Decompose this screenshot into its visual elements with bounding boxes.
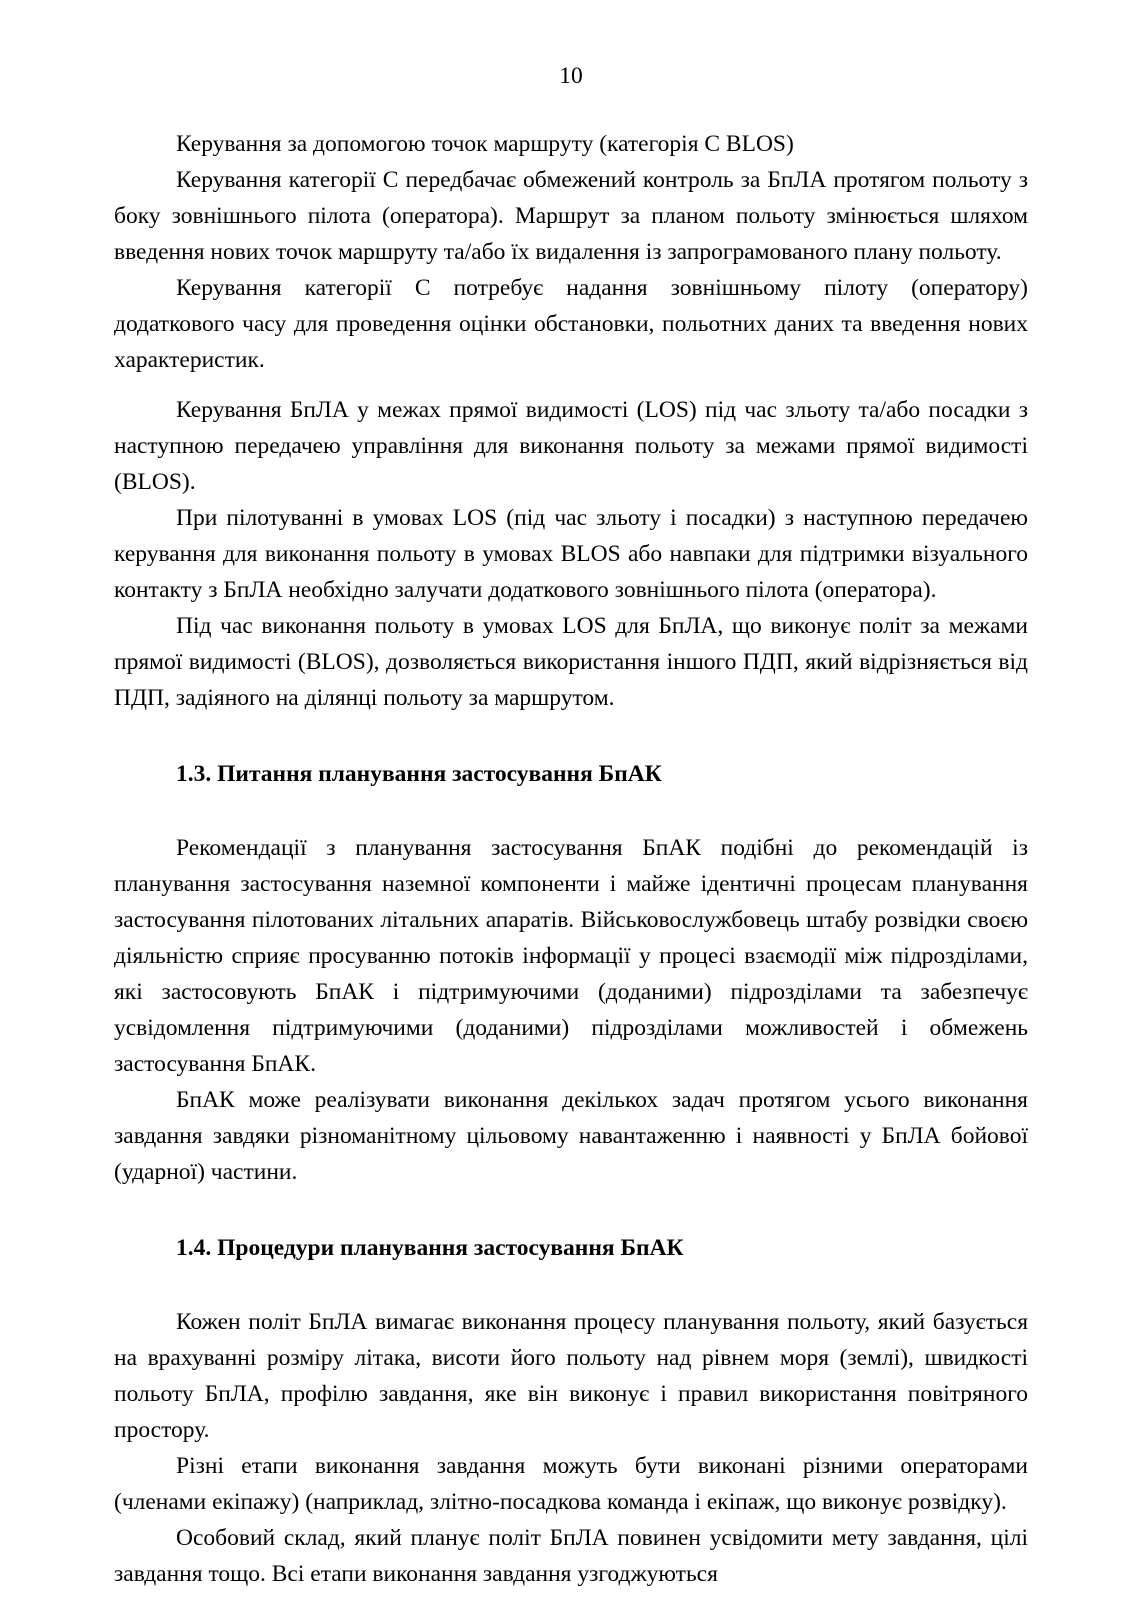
paragraph: Керування категорії C передбачає обмежений контроль за БпЛА протягом польоту з боку зовнішнього пілота (оператора). Маршрут за планом польоту змінюється шляхом введення нових точок маршруту та/або їх видалення із запрограмованого плану польоту. (114, 167, 1028, 265)
paragraph: Під час виконання польоту в умовах LOS для БпЛА, що виконує політ за межами прямої видимості (BLOS), дозволяється використання іншого ПДП, який відрізняється від ПДП, задіяного на ділянці польоту за маршрутом. (114, 613, 1028, 711)
page-number: 10 (559, 63, 583, 89)
paragraph: Керування БпЛА у межах прямої видимості (LOS) під час зльоту та/або посадки з наступною передачею управління для виконання польоту за межами прямої видимості (BLOS). (114, 397, 1028, 495)
paragraph: Особовий склад, який планує політ БпЛА повинен усвідомити мету завдання, цілі завдання тощо. Всі етапи виконання завдання узгоджуються (114, 1525, 1028, 1587)
paragraph: Керування категорії C потребує надання зовнішньому пілоту (оператору) додаткового часу для проведення оцінки обстановки, польотних даних та введення нових характеристик. (114, 275, 1028, 373)
section-heading-1-4: 1.4. Процедури планування застосування БпАК (176, 1235, 684, 1261)
paragraph: Кожен політ БпЛА вимагає виконання процесу планування польоту, який базується на врахуванні розміру літака, висоти його польоту над рівнем моря (землі), швидкості польоту БпЛА, профілю завдання, яке він виконує і правил використання повітряного простору. (114, 1309, 1028, 1443)
paragraph: БпАК може реалізувати виконання декількох задач протягом усього виконання завдання завдяки різноманітному цільовому навантаженню і наявності у БпЛА бойової (ударної) частини. (114, 1087, 1028, 1185)
paragraph: Різні етапи виконання завдання можуть бути виконані різними операторами (членами екіпажу) (наприклад, злітно-посадкова команда і екіпаж, що виконує розвідку). (114, 1453, 1028, 1515)
paragraph: При пілотуванні в умовах LOS (під час зльоту і посадки) з наступною передачею керування для виконання польоту в умовах BLOS або навпаки для підтримки візуального контакту з БпЛА необхідно залучати додаткового зовнішнього пілота (оператора). (114, 505, 1028, 603)
paragraph: Керування за допомогою точок маршруту (категорія C BLOS) (176, 131, 794, 157)
paragraph: Рекомендації з планування застосування БпАК подібні до рекомендацій із планування застосування наземної компоненти і майже ідентичні процесам планування застосування пілотованих літальних апаратів. Військовослужбовець штабу розвідки своєю діяльністю сприяє просуванню потоків інформації у процесі взаємодії між підрозділами, які застосовують БпАК і підтримуючими (доданими) підрозділами та забезпечує усвідомлення підтримуючими (доданими) підрозділами можливостей і обмежень застосування БпАК. (114, 835, 1028, 1077)
section-heading-1-3: 1.3. Питання планування застосування БпАК (176, 761, 662, 787)
